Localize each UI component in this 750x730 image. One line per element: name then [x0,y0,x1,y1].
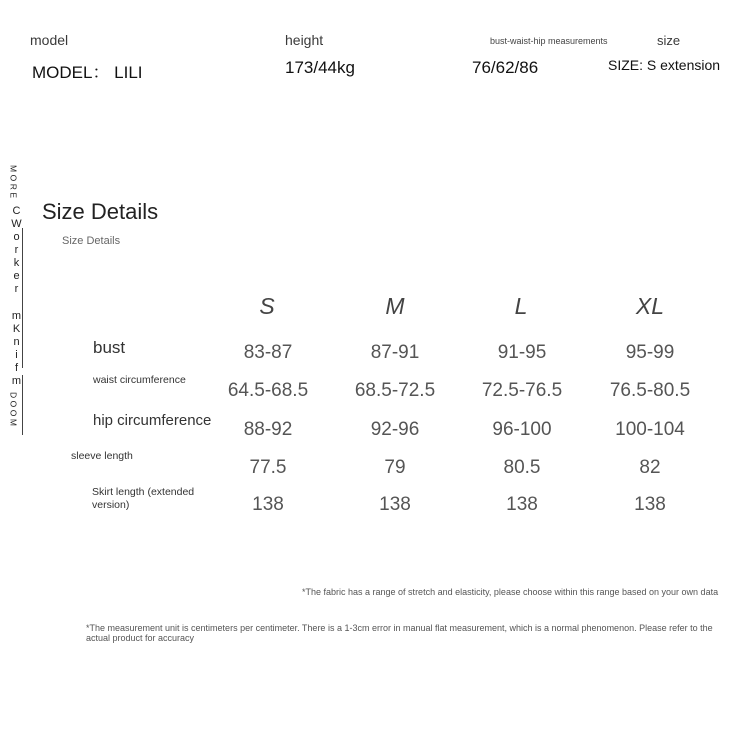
brand-strip-letter: k [13,256,21,269]
cell-hip-l: 96-100 [492,419,552,440]
cell-skirt-l: 138 [506,494,538,515]
brand-strip-letter: C [12,204,22,217]
row-label-skirt: Skirt length (extended version) [92,486,195,511]
cell-waist-xl: 76.5-80.5 [609,380,691,401]
cell-sleeve-xl: 82 [639,457,661,478]
brand-strip-letter: e [13,269,21,282]
size-value: SIZE: S extension [608,57,721,73]
measurement-note: *The measurement unit is centimeters per centimeter. There is a 1-3cm error in manual flat measurement, which is a normal phenomenon. Please refer to the actual product for accuracy [86,623,713,643]
size-header-l: L [514,293,528,319]
cell-skirt-s: 138 [252,494,284,515]
cell-skirt-m: 138 [379,494,411,515]
brand-strip-letter: i [15,348,19,361]
brand-strip-letter: o [13,230,21,243]
cell-waist-m: 68.5-72.5 [354,380,436,401]
model-value: MODEL： LILI [32,63,143,82]
cell-bust-l: 91-95 [497,342,547,363]
brand-strip-letter: r [14,243,20,256]
row-label-bust: bust [93,338,126,357]
size-header: size [657,33,681,48]
brand-strip-letters [9,205,25,388]
cell-hip-s: 88-92 [243,419,293,440]
brand-strip-letter: f [14,361,20,374]
brand-strip-letter: m [11,374,23,387]
size-header-s: S [259,293,275,319]
row-label-sleeve: sleeve length [71,450,133,462]
page-subtitle: Size Details [62,235,121,247]
cell-hip-xl: 100-104 [615,419,685,440]
row-label-hip: hip circumference [93,412,212,429]
measurements-header: bust-waist-hip measurements [490,36,608,46]
measurements-value: 76/62/86 [472,58,539,77]
cell-waist-s: 64.5-68.5 [227,380,309,401]
brand-strip-letter: W [11,217,23,230]
brand-strip-letter: K [12,322,22,335]
cell-hip-m: 92-96 [370,419,420,440]
brand-strip [9,165,25,428]
size-header-xl: XL [635,293,665,319]
height-value: 173/44kg [285,58,355,77]
brand-strip-top: MORE [8,165,19,201]
cell-sleeve-m: 79 [384,457,406,478]
row-label-waist: waist circumference [93,374,186,386]
cell-skirt-xl: 138 [634,494,666,515]
cell-waist-l: 72.5-76.5 [481,380,563,401]
cell-sleeve-l: 80.5 [503,457,541,478]
height-header: height [285,32,324,48]
cell-bust-xl: 95-99 [625,342,675,363]
brand-strip-letter: r [14,282,20,295]
cell-bust-s: 83-87 [243,342,293,363]
fabric-note: *The fabric has a range of stretch and elasticity, please choose within this range based on your own data [302,587,719,597]
brand-strip-letter: n [13,335,21,348]
brand-strip-letter: m [11,309,23,322]
cell-sleeve-s: 77.5 [249,457,287,478]
model-header: model [30,32,69,48]
page-title: Size Details [42,199,159,224]
size-header-m: M [385,293,405,319]
brand-strip-bottom: DOOM [8,391,19,428]
cell-bust-m: 87-91 [370,342,420,363]
